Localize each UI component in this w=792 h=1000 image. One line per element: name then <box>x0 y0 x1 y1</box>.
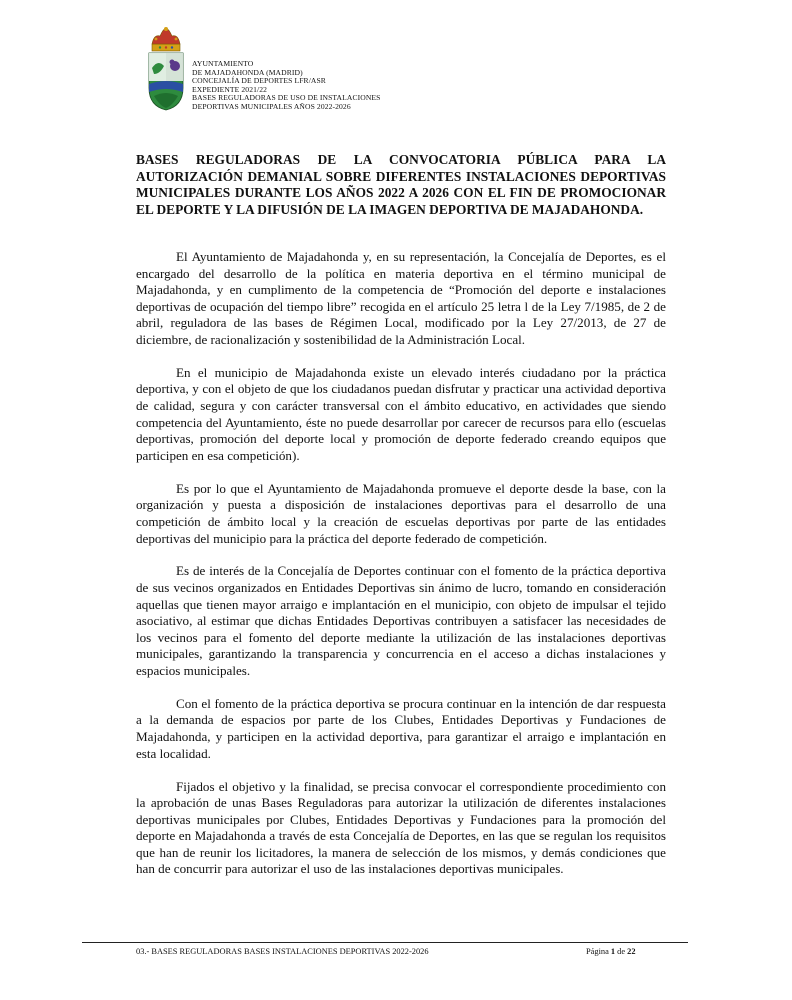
page-number: 1 <box>610 947 616 956</box>
body-paragraph: Es por lo que el Ayuntamiento de Majadahonda promueve el deporte desde la base, con la organización y puesta a disposición de instalaciones deportivas para el desarrollo de una competición de ámbito local y la creación de escuelas deportivas por parte de las entidades deportivas del municipio para la práctica del deporte federado de competición. <box>136 480 666 546</box>
body-paragraph: Con el fomento de la práctica deportiva se procura continuar en la intención de dar respuesta a la demanda de espacios por parte de los Clubes, Entidades Deportivas y Fundaciones de Majadahonda, y participen en la actividad deportiva, para garantizar el arraigo e implantación en esta localidad. <box>136 695 666 761</box>
header-line: BASES REGULADORAS DE USO DE INSTALACIONES <box>192 93 381 103</box>
header-line: AYUNTAMIENTO <box>192 59 254 68</box>
document-title: BASES REGULADORAS DE LA CONVOCATORIA PÚBLICA PARA LA AUTORIZACIÓN DEMANIAL SOBRE DIFERENTES INSTALACIONES DEPORTIVAS MUNICIPALES DURANTE LOS AÑOS 2022 A 2026 CON EL FIN DE PROMOCIONAR EL DEPORTE Y LA DIFUSIÓN DE LA IMAGEN DEPORTIVA DE MAJADAHONDA. <box>136 152 666 217</box>
page-of-label: de <box>617 947 626 956</box>
page-total: 22 <box>627 947 636 956</box>
document-body <box>136 249 666 894</box>
footer-divider <box>82 942 688 943</box>
institution-header <box>192 60 381 112</box>
footer-document-name: 03.- BASES REGULADORAS BASES INSTALACIONES DEPORTIVAS 2022-2026 <box>136 947 429 956</box>
crown-icon <box>152 27 180 51</box>
body-paragraph: En el municipio de Majadahonda existe un elevado interés ciudadano por la práctica deportiva, y con el objeto de que los ciudadanos puedan disfrutar y practicar una actividad deportiva de calidad, segura y con carácter transversal con el ámbito educativo, en actividades que siendo competencia del Ayuntamiento, éste no puede desarrollar por carecer de recursos para ello (escuelas deportivas, promoción del deporte local y promoción de deporte federado creando equipos que participen en esa competición). <box>136 364 666 463</box>
header-line: CONCEJALÍA DE DEPORTES LFR/ASR <box>192 76 326 86</box>
header-line: EXPEDIENTE 2021/22 <box>192 84 267 94</box>
body-paragraph: Fijados el objetivo y la finalidad, se precisa convocar el correspondiente procedimiento con la aprobación de unas Bases Reguladoras para autorizar la utilización de diferentes instalaciones deportivas municipales por Clubes, Entidades Deportivas y Fundaciones para la promoción del deporte en Majadahonda a través de esta Concejalía de Deportes, en las que se regulan los requisitos que han de reunir los licitadores, la manera de selección de los mismos, y demás condiciones que han de concurrir para autorizar el uso de las instalaciones deportivas municipales. <box>136 778 666 877</box>
coat-of-arms-logo <box>146 26 186 112</box>
body-paragraph: Es de interés de la Concejalía de Deportes continuar con el fomento de la práctica deportiva de sus vecinos organizados en Entidades Deportivas sin ánimo de lucro, tomando en consideración aquellas que tienen mayor arraigo e implantación en el municipio, con objeto de impulsar el tejido asociativo, al estimar que dichas Entidades Deportivas contribuyen a satisfacer las necesidades de los vecinos para el fomento del deporte mediante la utilización de las instalaciones deportivas municipales, garantizando la transparencia y concurrencia en el acceso a dichas instalaciones y espacios municipales. <box>136 563 666 678</box>
header-line: DE MAJADAHONDA (MADRID) <box>192 67 303 77</box>
page-label: Página <box>586 947 609 956</box>
header-line: DEPORTIVAS MUNICIPALES AÑOS 2022-2026 <box>192 101 351 111</box>
page-counter <box>586 947 636 956</box>
body-paragraph: El Ayuntamiento de Majadahonda y, en su representación, la Concejalía de Deportes, es el encargado del desarrollo de la política en materia deportiva en el término municipal de Majadahonda, y en cumplimento de la competencia de “Promoción del deporte e instalaciones deportivas de ocupación del tiempo libre” recogida en el artículo 25 letra l de la Ley 7/1985, de 2 de abril, reguladora de las bases de Régimen Local, modificado por la Ley 27/2013, de 27 de diciembre, de racionalización y sostenibilidad de la Administración Local. <box>136 249 666 347</box>
shield-icon <box>149 53 183 110</box>
